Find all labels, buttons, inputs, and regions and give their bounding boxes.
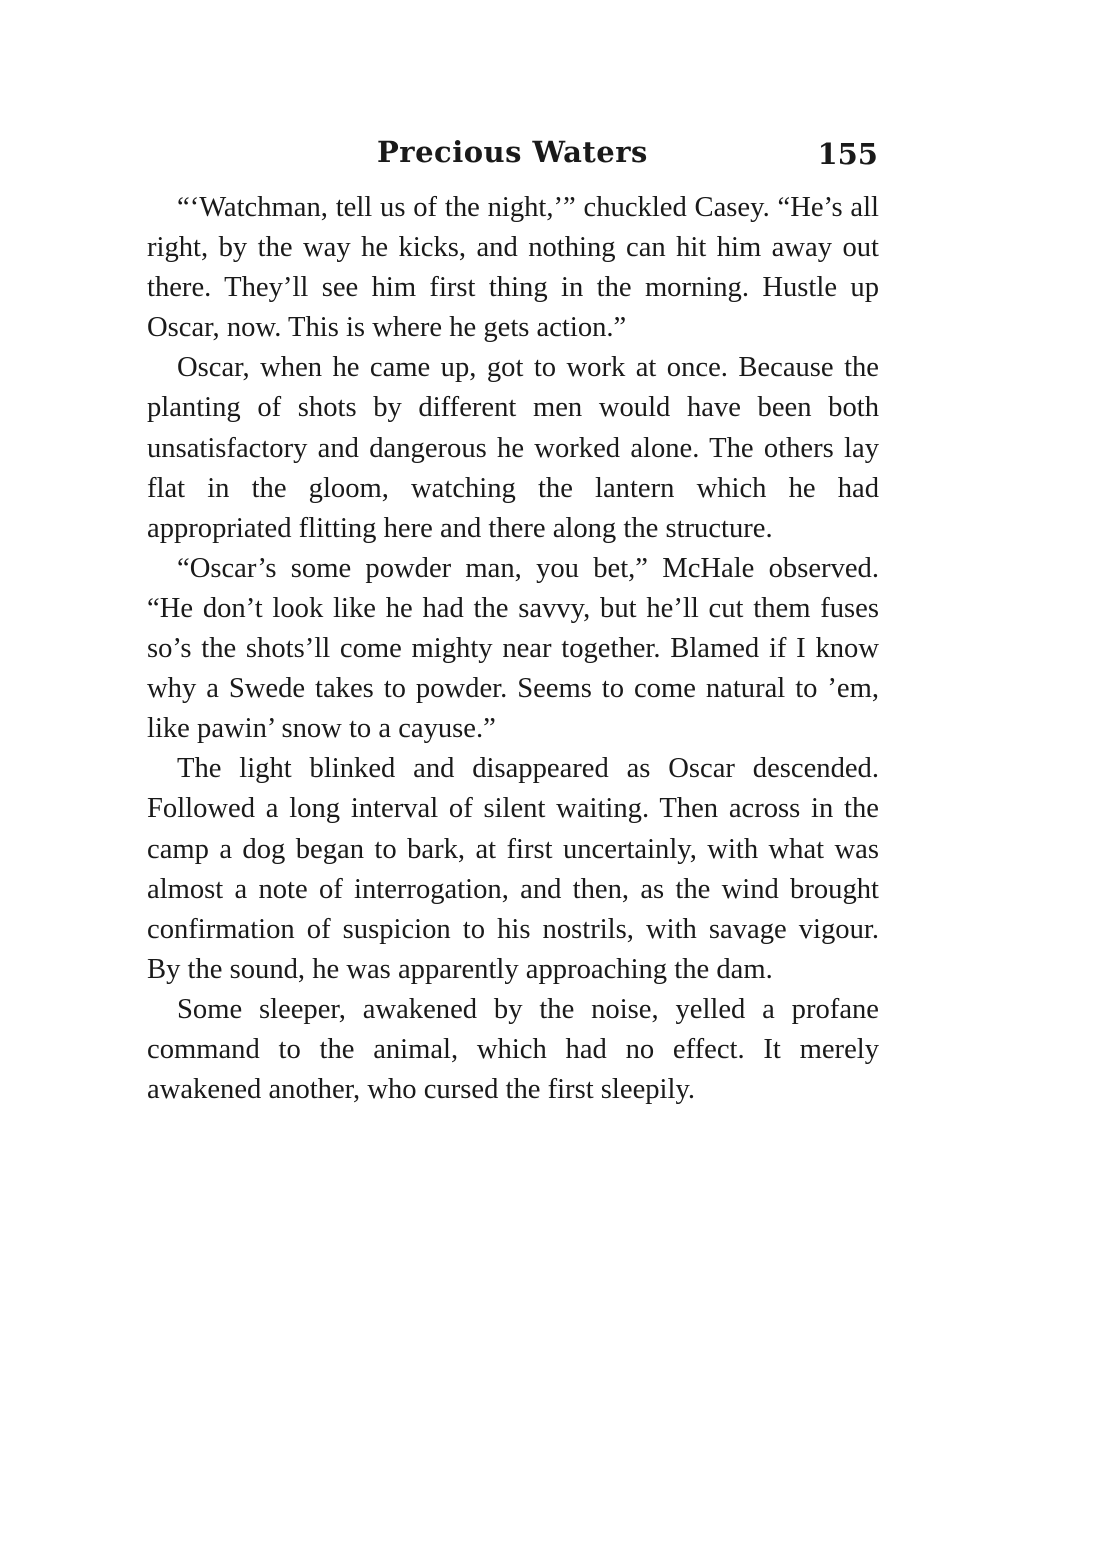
page-header — [147, 132, 880, 176]
body-text — [147, 188, 879, 1110]
paragraph: The light blinked and disappeared as Oscar descended. Followed a long interval of silent waiting. Then across in the camp a dog began to bark, at first uncertainly, with what was almost a note of interrogation, and then, as the wind brought confirmation of suspicion to his nostrils, with savage vigour. By the sound, he was apparently approaching the dam. — [147, 753, 879, 985]
running-head: Precious Waters — [377, 135, 648, 169]
paragraph: “Oscar’s some powder man, you bet,” McHale observed. “He don’t look like he had the savvy, but he’ll cut them fuses so’s the shots’ll come mighty near together. Blamed if I know why a Swede takes to powder. Seems to come natural to ’em, like pawin’ snow to a cayuse.” — [147, 552, 879, 745]
page-number: 155 — [817, 137, 878, 171]
paragraph: Oscar, when he came up, got to work at once. Because the planting of shots by different men would have been both unsatisfactory and dangerous he worked alone. The others lay flat in the gloom, watching the lantern which he had appropriated flitting here and there along the structure. — [147, 352, 879, 544]
paragraph: “‘Watchman, tell us of the night,’” chuckled Casey. “He’s all right, by the way he kicks, and nothing can hit him away out there. They’ll see him first thing in the morning. Hustle up Oscar, now. This is where he gets action.” — [147, 192, 879, 344]
paragraph: Some sleeper, awakened by the noise, yelled a profane command to the animal, which had no effect. It merely awakened another, who cursed the first sleepily. — [147, 993, 879, 1106]
